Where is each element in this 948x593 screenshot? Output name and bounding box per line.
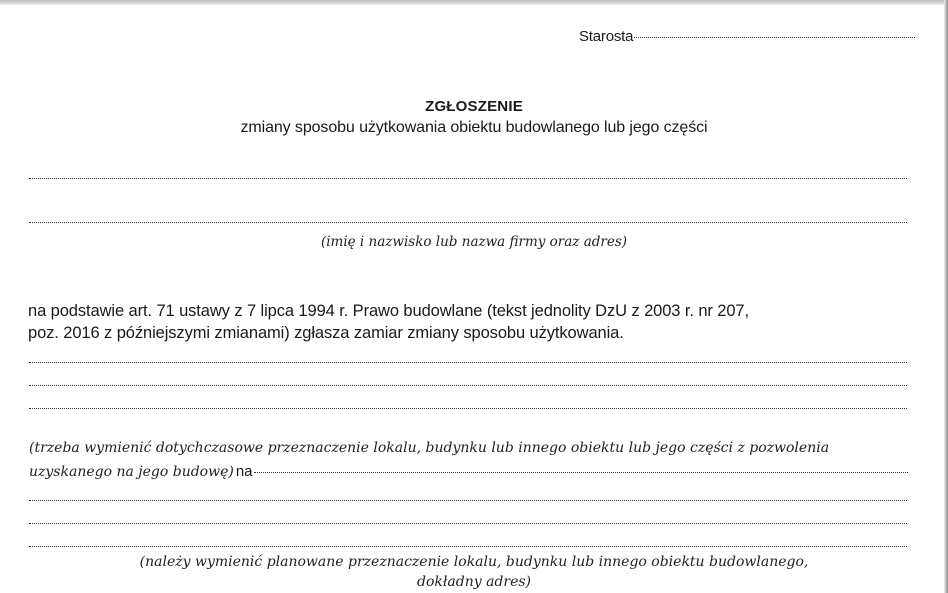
na-label: na (235, 463, 253, 480)
planned-use-caption-line-2: dokładny adres) (416, 574, 532, 590)
applicant-dotted-line[interactable] (29, 178, 907, 179)
current-use-caption-line-2: uzyskanego na jego budowę) (29, 464, 234, 480)
current-use-dotted-line[interactable] (29, 385, 907, 386)
legal-basis-line-1: na podstawie art. 71 ustawy z 7 lipca 1994 r. Prawo budowlane (tekst jednolity DzU z 2003 r. nr 207, (28, 302, 749, 320)
starosta-label: Starosta (579, 28, 634, 45)
starosta-field (579, 28, 915, 45)
current-use-dotted-line[interactable] (29, 408, 907, 409)
planned-use-dotted-line[interactable] (29, 546, 907, 547)
starosta-dotted-line[interactable] (634, 37, 915, 38)
current-use-caption-row (29, 463, 908, 480)
applicant-dotted-line[interactable] (29, 222, 907, 223)
document-subtitle: zmiany sposobu użytkowania obiektu budowlanego lub jego części (240, 119, 708, 136)
planned-use-inline-dotted-line[interactable] (254, 472, 908, 473)
current-use-caption-line-1: (trzeba wymienić dotychczasowe przeznaczenie lokalu, budynku lub innego obiektu lub jego części z pozwolenia (29, 440, 830, 456)
current-use-dotted-line[interactable] (29, 362, 907, 363)
document-title: ZGŁOSZENIE (425, 98, 523, 115)
applicant-caption: (imię i nazwisko lub nazwa firmy oraz adres) (320, 234, 628, 250)
planned-use-dotted-line[interactable] (29, 523, 907, 524)
page-top-edge (0, 0, 948, 5)
legal-basis-line-2: poz. 2016 z późniejszymi zmianami) zgłasza zamiar zmiany sposobu użytkowania. (28, 324, 624, 342)
planned-use-caption-line-1: (należy wymienić planowane przeznaczenie lokalu, budynku lub innego obiektu budowlanego, (139, 554, 809, 570)
page-right-edge (944, 0, 948, 593)
planned-use-dotted-line[interactable] (29, 500, 907, 501)
